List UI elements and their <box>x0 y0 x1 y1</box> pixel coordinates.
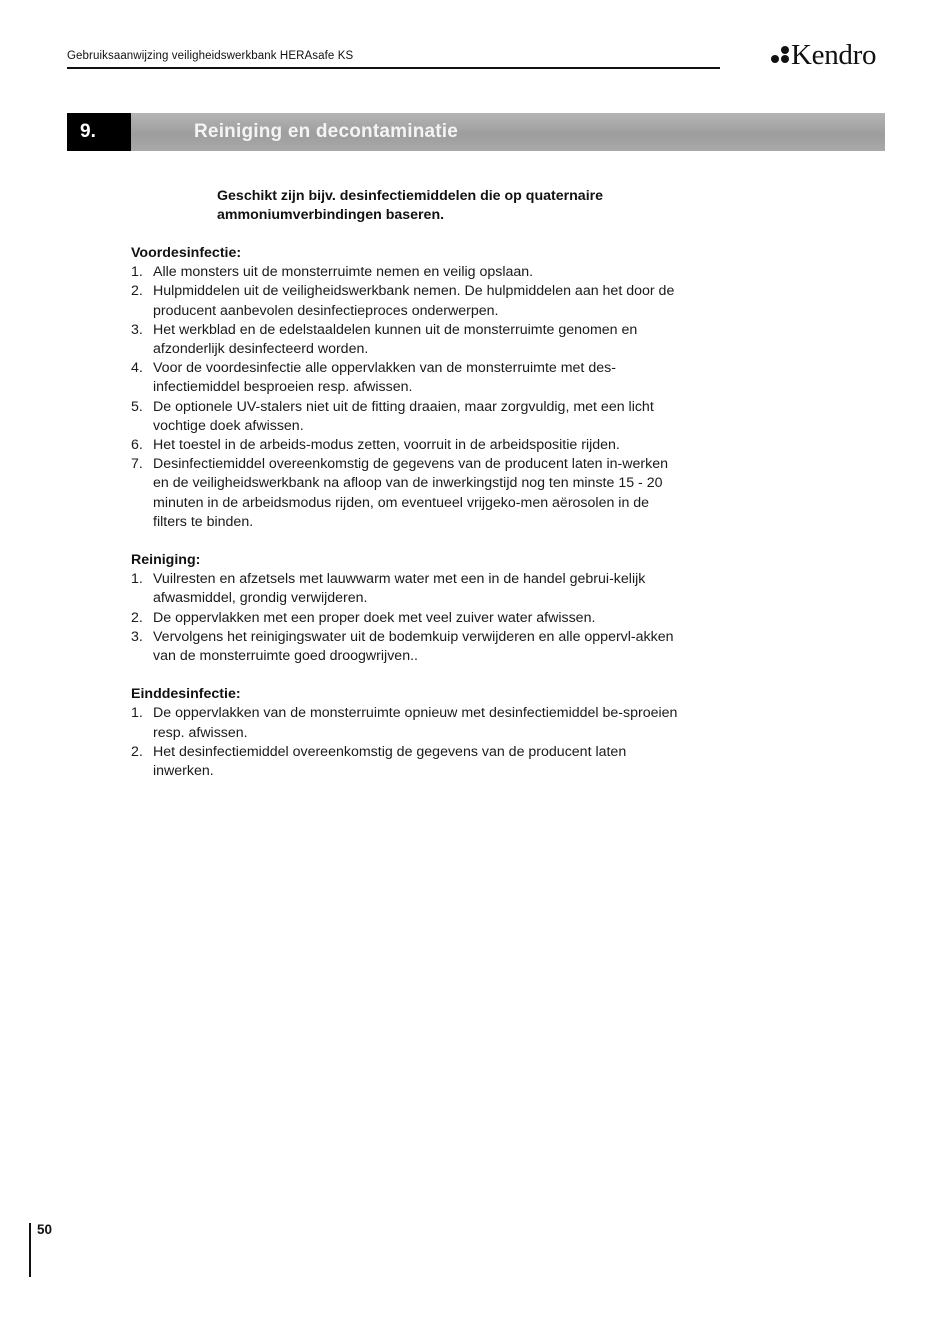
item-text: Alle monsters uit de monsterruimte nemen en veilig opslaan. <box>153 264 534 281</box>
item-number: 3. <box>131 321 143 338</box>
list-item <box>131 263 686 282</box>
list-item <box>131 321 686 359</box>
item-text: Voor de voordesinfectie alle oppervlakken van de monsterruimte met des-infectiemiddel besproeien resp. afwissen. <box>153 360 616 396</box>
item-number: 2. <box>131 609 143 626</box>
header-divider <box>67 67 720 69</box>
list-item <box>131 628 686 666</box>
section-reiniging <box>131 551 686 666</box>
item-number: 2. <box>131 283 143 300</box>
section-heading: Reiniging: <box>131 552 201 569</box>
section-voordesinfectie <box>131 244 686 532</box>
list-item <box>131 704 686 742</box>
step-list <box>131 570 686 666</box>
brand-logo <box>768 38 876 72</box>
chapter-heading-bar <box>67 113 885 151</box>
logo-dots-icon <box>768 45 790 65</box>
main-content <box>131 244 686 800</box>
list-item <box>131 282 686 320</box>
item-text: Het desinfectiemiddel overeenkomstig de gegevens van de producent laten inwerken. <box>153 743 627 780</box>
item-number: 3. <box>131 628 143 645</box>
item-number: 1. <box>131 705 143 722</box>
list-item <box>131 436 686 455</box>
item-number: 4. <box>131 360 143 377</box>
item-text: Het toestel in de arbeids-modus zetten, voorruit in de arbeidspositie rijden. <box>153 437 620 454</box>
item-number: 1. <box>131 264 143 281</box>
item-text: Het werkblad en de edelstaaldelen kunnen uit de monsterruimte genomen en afzonderlijk desinfecteerd worden. <box>153 321 638 358</box>
item-text: De optionele UV-stalers niet uit de fitting draaien, maar zorgvuldig, met een licht vochtige doek afwissen. <box>153 398 654 434</box>
section-heading: Einddesinfectie: <box>131 686 241 703</box>
list-item <box>131 398 686 436</box>
document-title: Gebruiksaanwijzing veiligheidswerkbank HERAsafe KS <box>67 50 354 62</box>
item-number: 2. <box>131 743 143 760</box>
item-number: 1. <box>131 571 143 588</box>
list-item <box>131 609 686 628</box>
logo-text: Kendro <box>791 38 877 71</box>
item-text: Desinfectiemiddel overeenkomstig de gegevens van de producent laten in-werken en de veiligheidswerkbank na afloop van de inwerkingstijd nog ten minste 15 - 20 minuten in de arbeidsmodus rijden, om eventueel vrijgeko-men aërosolen in de filters te binden. <box>153 456 668 530</box>
footer-rule <box>29 1223 31 1277</box>
list-item <box>131 455 686 532</box>
item-number: 5. <box>131 398 143 415</box>
item-text: De oppervlakken van de monsterruimte opnieuw met desinfectiemiddel be-sproeien resp. afwissen. <box>153 705 678 741</box>
intro-note: Geschikt zijn bijv. desinfectiemiddelen die op quaternaire ammoniumverbindingen baseren. <box>217 188 604 223</box>
chapter-number: 9. <box>67 113 131 151</box>
section-einddesinfectie <box>131 685 686 781</box>
item-text: Vervolgens het reinigingswater uit de bodemkuip verwijderen en alle oppervl-akken van de monsterruimte goed droogwrijven.. <box>153 628 674 665</box>
item-text: Hulpmiddelen uit de veiligheidswerkbank nemen. De hulpmiddelen aan het door de producent aanbevolen desinfectieproces onderwerpen. <box>153 283 675 319</box>
step-list <box>131 704 686 781</box>
item-text: De oppervlakken met een proper doek met veel zuiver water afwissen. <box>153 609 596 626</box>
step-list <box>131 263 686 532</box>
list-item <box>131 743 686 781</box>
page-number: 50 <box>37 1222 53 1237</box>
item-number: 7. <box>131 456 143 473</box>
chapter-title: Reiniging en decontaminatie <box>194 121 459 142</box>
list-item <box>131 570 686 608</box>
section-heading: Voordesinfectie: <box>131 245 242 261</box>
item-text: Vuilresten en afzetsels met lauwwarm water met een in de handel gebrui-kelijk afwasmiddel, grondig verwijderen. <box>153 571 646 607</box>
list-item <box>131 359 686 397</box>
item-number: 6. <box>131 437 143 454</box>
chapter-title-band <box>131 113 885 151</box>
